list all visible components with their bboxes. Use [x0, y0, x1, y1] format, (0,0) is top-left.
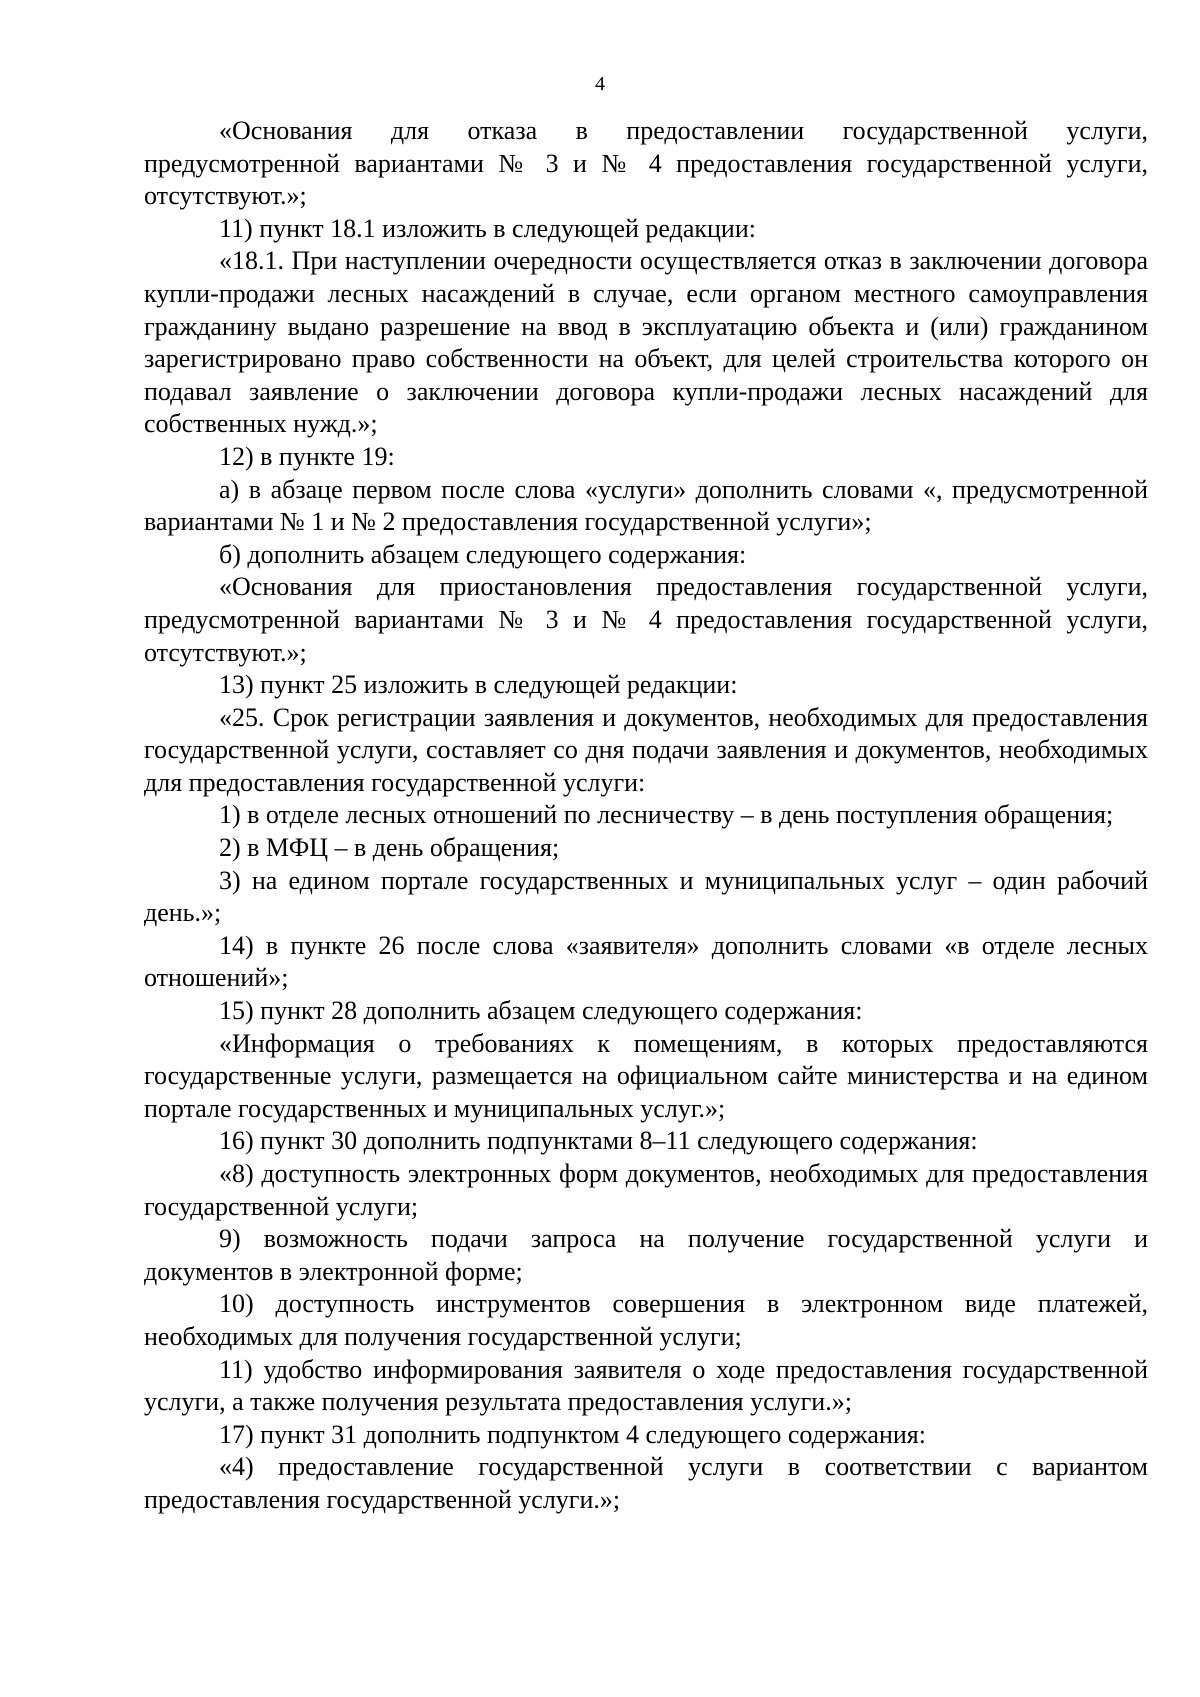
- paragraph: 1) в отделе лесных отношений по лесничеству – в день поступления обращения;: [219, 800, 1114, 830]
- paragraph: 3) на едином портале государственных и муниципальных услуг – один рабочий день.»;: [144, 865, 1148, 928]
- page-number: 4: [595, 73, 605, 95]
- paragraph: «Информация о требованиях к помещениям, в которых предоставляются государственные услуги, размещается на официальном сайте министерства и на едином портале государственных и муниципальных услуг.»;: [144, 1028, 1148, 1123]
- paragraph: 14) в пункте 26 после слова «заявителя» дополнить словами «в отделе лесных отношений»;: [144, 930, 1148, 993]
- paragraph: 11) удобство информирования заявителя о ходе предоставления государственной услуги, а также получения результата предоставления услуги.»;: [144, 1354, 1148, 1417]
- paragraph: «8) доступность электронных форм документов, необходимых для предоставления государственной услуги;: [144, 1159, 1148, 1221]
- document-body: [144, 115, 1148, 1517]
- paragraph: «Основания для отказа в предоставлении государственной услуги, предусмотренной вариантами № 3 и № 4 предоставления государственной услуги, отсутствуют.»;: [144, 116, 1148, 211]
- paragraph: «4) предоставление государственной услуги в соответствии с вариантом предоставления государственной услуги.»;: [144, 1452, 1148, 1514]
- paragraph: 15) пункт 28 дополнить абзацем следующего содержания:: [219, 996, 863, 1026]
- paragraph: 11) пункт 18.1 изложить в следующей редакции:: [219, 213, 756, 243]
- paragraph: 2) в МФЦ – в день обращения;: [219, 833, 560, 863]
- paragraph: б) дополнить абзацем следующего содержания:: [219, 539, 747, 569]
- paragraph: 13) пункт 25 изложить в следующей редакции:: [219, 670, 738, 700]
- paragraph: 12) в пункте 19:: [219, 441, 395, 471]
- paragraph: «25. Срок регистрации заявления и документов, необходимых для предоставления государственной услуги, составляет со дня подачи заявления и документов, необходимых для предоставления государственной услуги:: [144, 702, 1148, 797]
- paragraph: 9) возможность подачи запроса на получение государственной услуги и документов в электронной форме;: [144, 1224, 1148, 1286]
- paragraph: «18.1. При наступлении очередности осуществляется отказ в заключении договора купли-продажи лесных насаждений в случае, если органом местного самоуправления гражданину выдано разрешение на ввод в эксплуатацию объекта и (или) гражданином зарегистрировано право собственности на объект, для целей строительства которого он подавал заявление о заключении договора купли-продажи лесных насаждений для собственных нужд.»;: [144, 246, 1148, 439]
- paragraph: 17) пункт 31 дополнить подпунктом 4 следующего содержания:: [219, 1419, 926, 1449]
- paragraph: а) в абзаце первом после слова «услуги» дополнить словами «, предусмотренной вариантами № 1 и № 2 предоставления государственной услуги»;: [144, 474, 1148, 537]
- paragraph: 10) доступность инструментов совершения в электронном виде платежей, необходимых для получения государственной услуги;: [144, 1289, 1148, 1351]
- paragraph: «Основания для приостановления предоставления государственной услуги, предусмотренной вариантами № 3 и № 4 предоставления государственной услуги, отсутствуют.»;: [144, 572, 1148, 667]
- paragraph: 16) пункт 30 дополнить подпунктами 8–11 следующего содержания:: [219, 1126, 978, 1156]
